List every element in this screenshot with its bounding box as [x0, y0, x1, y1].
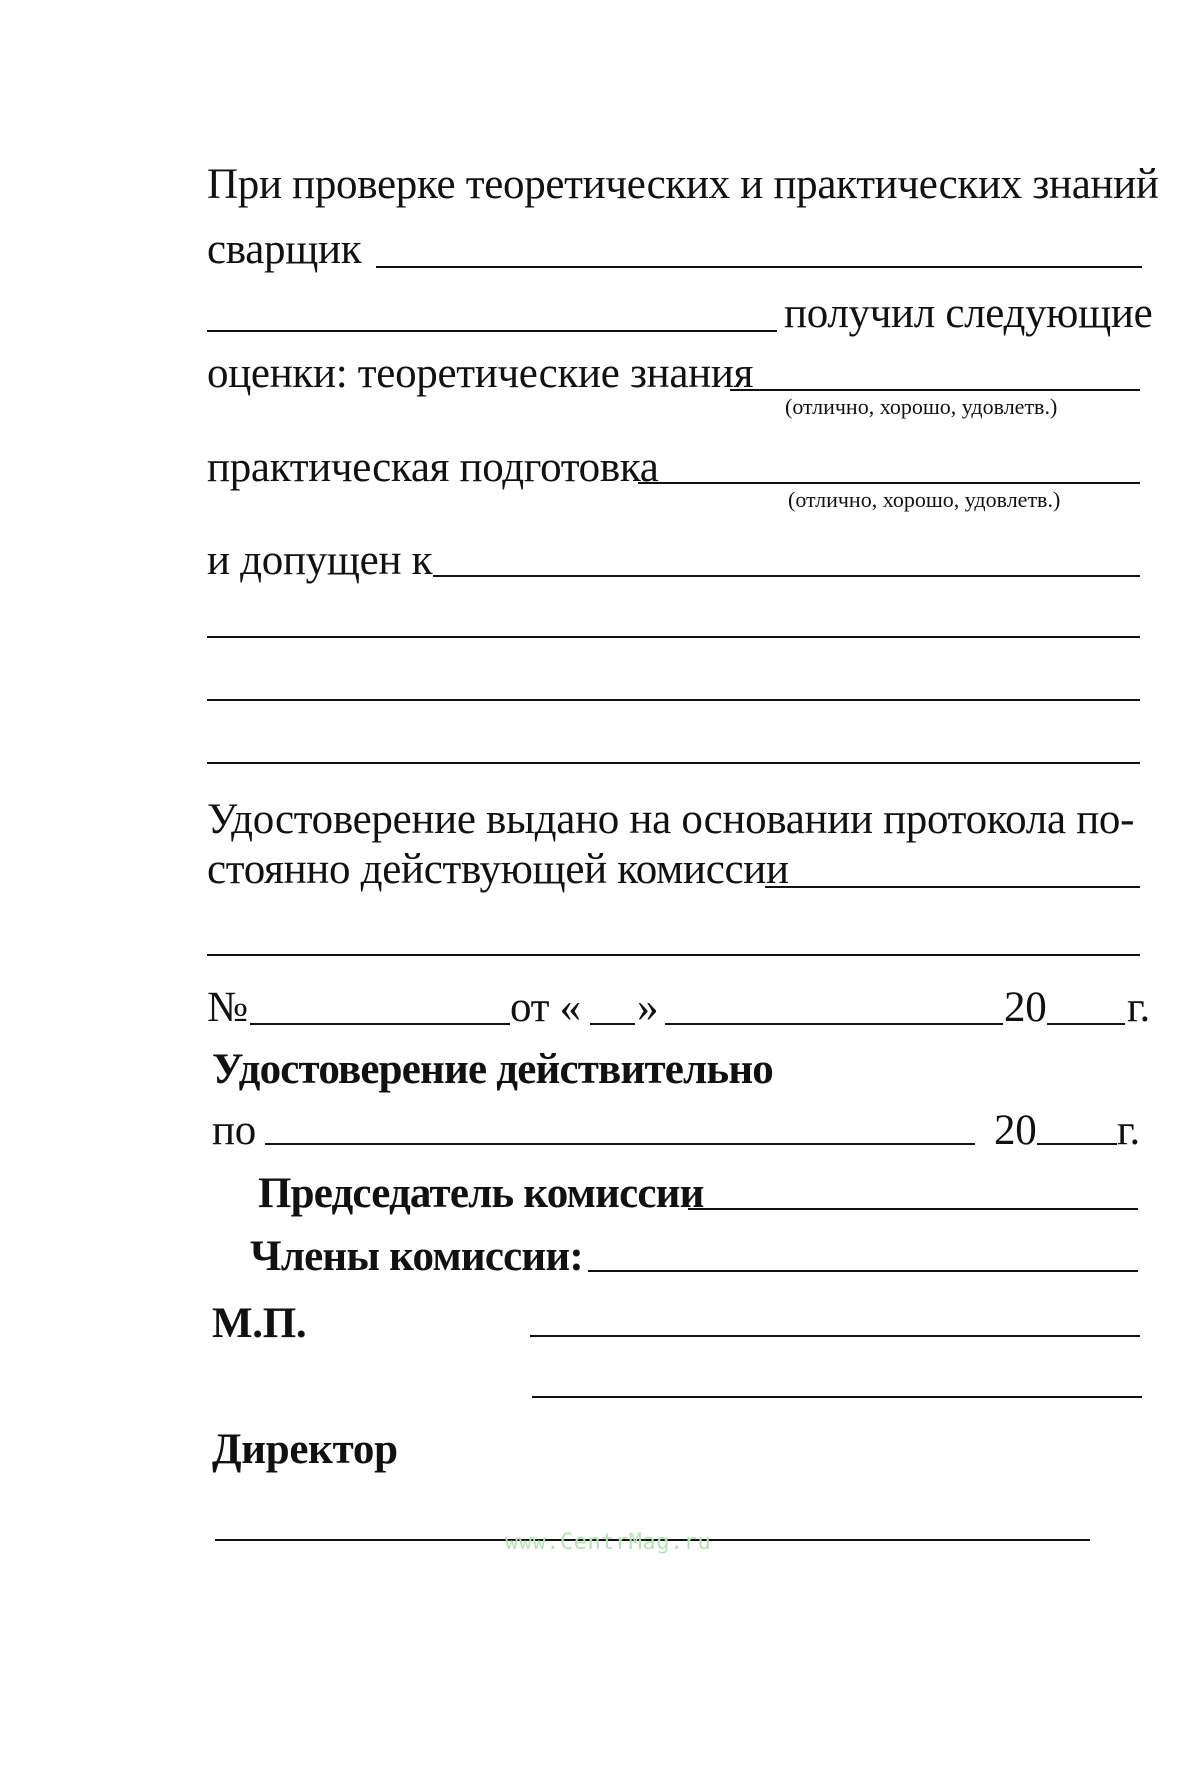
admitted-field-line-3[interactable] — [207, 699, 1140, 701]
watermark-text: www.CentrMag.ru — [505, 1530, 712, 1555]
admitted-field[interactable] — [433, 575, 1140, 577]
protocol-number-field[interactable] — [250, 1023, 510, 1025]
year-suffix: г. — [1127, 984, 1150, 1031]
valid-until-label: по — [212, 1107, 256, 1154]
practice-grade-label: практическая подготовка — [207, 444, 659, 491]
intro-text: При проверке теоретических и практических знаний — [207, 161, 1159, 208]
member-signature-field-1[interactable] — [588, 1270, 1138, 1272]
practice-grade-field[interactable] — [638, 482, 1140, 484]
received-label: получил следующие — [784, 290, 1153, 337]
quote-close: » — [637, 984, 659, 1031]
valid-year-prefix: 20 — [994, 1107, 1037, 1154]
valid-until-field[interactable] — [265, 1143, 975, 1145]
welder-label: сварщик — [207, 226, 362, 273]
admitted-label: и допущен к — [207, 537, 433, 584]
chairman-signature-field[interactable] — [688, 1208, 1138, 1210]
protocol-day-field[interactable] — [590, 1023, 635, 1025]
protocol-year-field[interactable] — [1047, 1023, 1125, 1025]
admitted-field-line-4[interactable] — [207, 762, 1140, 764]
admitted-field-line-2[interactable] — [207, 636, 1140, 638]
valid-title: Удостоверение действительно — [212, 1046, 773, 1093]
members-label: Члены комиссии: — [250, 1233, 583, 1280]
year-prefix: 20 — [1004, 984, 1047, 1031]
theory-grade-hint: (отлично, хорошо, удовлетв.) — [785, 394, 1058, 419]
from-label: от « — [510, 984, 581, 1031]
seal-label: М.П. — [212, 1300, 307, 1347]
number-sign: № — [207, 984, 248, 1031]
issued-text-line-1: Удостоверение выдано на основании протокола по- — [207, 796, 1135, 843]
issued-text-line-2: стоянно действующей комиссии — [207, 846, 789, 893]
welder-name-field[interactable] — [376, 266, 1142, 268]
member-signature-field-2[interactable] — [530, 1335, 1140, 1337]
protocol-month-field[interactable] — [665, 1023, 1003, 1025]
commission-field[interactable] — [765, 886, 1140, 888]
theory-grade-field[interactable] — [730, 389, 1140, 391]
chairman-label: Председатель комиссии — [258, 1170, 704, 1217]
practice-grade-hint: (отлично, хорошо, удовлетв.) — [788, 487, 1061, 512]
valid-year-field[interactable] — [1037, 1143, 1117, 1145]
commission-field-line-2[interactable] — [207, 954, 1140, 956]
welder-name-field-2[interactable] — [207, 330, 777, 332]
valid-year-suffix: г. — [1117, 1107, 1140, 1154]
director-label: Директор — [212, 1426, 398, 1473]
theory-grade-label: оценки: теоретические знания — [207, 350, 754, 397]
member-signature-field-3[interactable] — [532, 1396, 1142, 1398]
